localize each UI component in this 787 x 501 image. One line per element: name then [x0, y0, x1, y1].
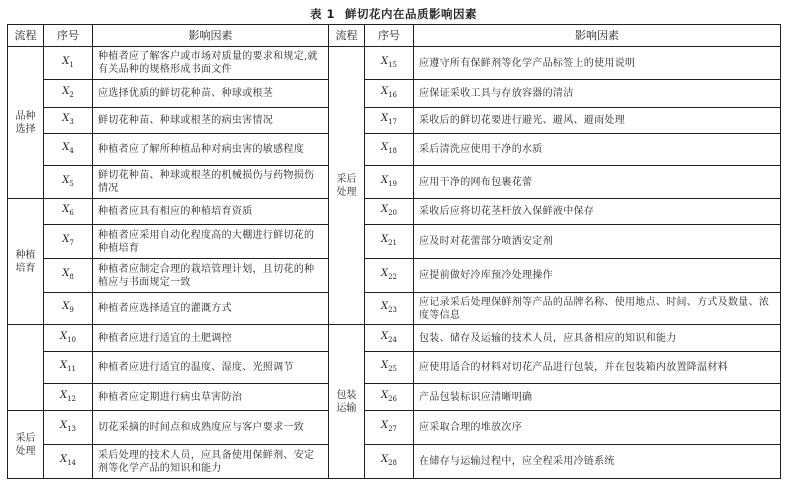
- header-flow-right: 流程: [329, 25, 365, 47]
- factor-text: 应提前做好冷库预冷处理操作: [414, 259, 781, 293]
- stage-cell: [329, 47, 365, 325]
- row-number: $X_8$: [44, 259, 93, 293]
- factor-text: 种植者应选择适宜的灌溉方式: [93, 293, 329, 325]
- row-number: $X_6$: [44, 199, 93, 225]
- factor-text: 种植者应制定合理的栽培管理计划，且切花的种植应与书面规定一致: [93, 259, 329, 293]
- header-factor-left: 影响因素: [93, 25, 329, 47]
- factor-text: 种植者应采用自动化程度高的大棚进行鲜切花的种植培育: [93, 225, 329, 259]
- row-number: $X_{16}$: [365, 80, 414, 108]
- stage-label: 采后处理: [15, 432, 36, 457]
- row-number: $X_9$: [44, 293, 93, 325]
- factor-text: 鲜切花种苗、种球或根茎的病虫害情况: [93, 108, 329, 134]
- row-number: $X_{10}$: [44, 325, 93, 352]
- factor-text: 产品包装标识应清晰明确: [414, 384, 781, 411]
- table-row: [8, 259, 781, 293]
- stage-label: 品种选择: [15, 110, 36, 135]
- factor-text: 在储存与运输过程中，应全程采用冷链系统: [414, 445, 781, 479]
- factor-text: 包装、储存及运输的技术人员，应具备相应的知识和能力: [414, 325, 781, 352]
- row-number: $X_{14}$: [44, 445, 93, 479]
- table-row: [8, 80, 781, 108]
- table-caption: [0, 6, 787, 22]
- factor-text: 采后清洗应使用干净的水质: [414, 134, 781, 166]
- row-number: $X_{24}$: [365, 325, 414, 352]
- factor-text: 鲜切花种苗、种球或根茎的机械损伤与药物损伤情况: [93, 166, 329, 199]
- row-number: $X_5$: [44, 166, 93, 199]
- row-number: $X_{13}$: [44, 411, 93, 445]
- factor-text: 采收后应将切花茎杆放入保鲜液中保存: [414, 199, 781, 225]
- row-number: $X_{25}$: [365, 352, 414, 384]
- table-row: [8, 352, 781, 384]
- row-number: $X_2$: [44, 80, 93, 108]
- table-row: [8, 134, 781, 166]
- row-number: $X_{20}$: [365, 199, 414, 225]
- table-row: [8, 199, 781, 225]
- stage-cell: [8, 47, 44, 199]
- table-row: [8, 166, 781, 199]
- header-flow-left: 流程: [8, 25, 44, 47]
- table-row: [8, 293, 781, 325]
- table-row: [8, 445, 781, 479]
- row-number: $X_4$: [44, 134, 93, 166]
- row-number: $X_{27}$: [365, 411, 414, 445]
- row-number: $X_{19}$: [365, 166, 414, 199]
- factor-text: 应用干净的网布包裹花蕾: [414, 166, 781, 199]
- stage-cell: [8, 411, 44, 479]
- factor-text: 种植者应定期进行病虫草害防治: [93, 384, 329, 411]
- header-factor-right: 影响因素: [414, 25, 781, 47]
- factor-text: 种植者应进行适宜的温度、湿度、光照调节: [93, 352, 329, 384]
- header-no-left: 序号: [44, 25, 93, 47]
- factor-text: 应选择优质的鲜切花种苗、种球或根茎: [93, 80, 329, 108]
- factor-text: 应使用适合的材料对切花产品进行包装，并在包装箱内放置降温材料: [414, 352, 781, 384]
- stage-cell-continued: [8, 325, 44, 411]
- factor-text: 种植者应进行适宜的土肥调控: [93, 325, 329, 352]
- factor-text: 采收后的鲜切花要进行避光、避风、避雨处理: [414, 108, 781, 134]
- table-header-row: [8, 25, 781, 47]
- factor-text: 种植者应了解所种植品种对病虫害的敏感程度: [93, 134, 329, 166]
- row-number: $X_{21}$: [365, 225, 414, 259]
- table-row: [8, 411, 781, 445]
- row-number: $X_3$: [44, 108, 93, 134]
- row-number: $X_7$: [44, 225, 93, 259]
- table-row: [8, 384, 781, 411]
- factor-table: [7, 24, 781, 479]
- factor-text: 种植者应了解客户或市场对质量的要求和规定,就有关品种的规格形成书面文件: [93, 47, 329, 80]
- row-number: $X_{18}$: [365, 134, 414, 166]
- table-row: [8, 225, 781, 259]
- row-number: $X_{28}$: [365, 445, 414, 479]
- stage-cell: [329, 325, 365, 479]
- table-number: 表 1: [309, 7, 335, 21]
- row-number: $X_{17}$: [365, 108, 414, 134]
- stage-label: 种植培育: [15, 249, 36, 274]
- row-number: $X_{12}$: [44, 384, 93, 411]
- row-number: $X_1$: [44, 47, 93, 80]
- factor-text: 应保证采收工具与存放容器的清洁: [414, 80, 781, 108]
- table-row: [8, 47, 781, 80]
- header-no-right: 序号: [365, 25, 414, 47]
- table-title: 鲜切花内在品质影响因素: [345, 7, 477, 21]
- factor-text: 应及时对花蕾部分喷洒安定剂: [414, 225, 781, 259]
- stage-cell: [8, 199, 44, 325]
- stage-label: 包装运输: [336, 389, 357, 414]
- row-number: $X_{11}$: [44, 352, 93, 384]
- factor-text: 种植者应具有相应的种植培育资质: [93, 199, 329, 225]
- row-number: $X_{15}$: [365, 47, 414, 80]
- table-row: [8, 108, 781, 134]
- factor-text: 应采取合理的堆放次序: [414, 411, 781, 445]
- row-number: $X_{22}$: [365, 259, 414, 293]
- row-number: $X_{23}$: [365, 293, 414, 325]
- stage-label: 采后处理: [336, 173, 357, 198]
- factor-text: 应遵守所有保鲜剂等化学产品标签上的使用说明: [414, 47, 781, 80]
- row-number: $X_{26}$: [365, 384, 414, 411]
- factor-text: 切花采摘的时间点和成熟度应与客户要求一致: [93, 411, 329, 445]
- factor-text: 采后处理的技术人员，应具备使用保鲜剂、安定剂等化学产品的知识和能力: [93, 445, 329, 479]
- factor-text: 应记录采后处理保鲜剂等产品的品牌名称、使用地点、时间、方式及数量、浓度等信息: [414, 293, 781, 325]
- table-row: [8, 325, 781, 352]
